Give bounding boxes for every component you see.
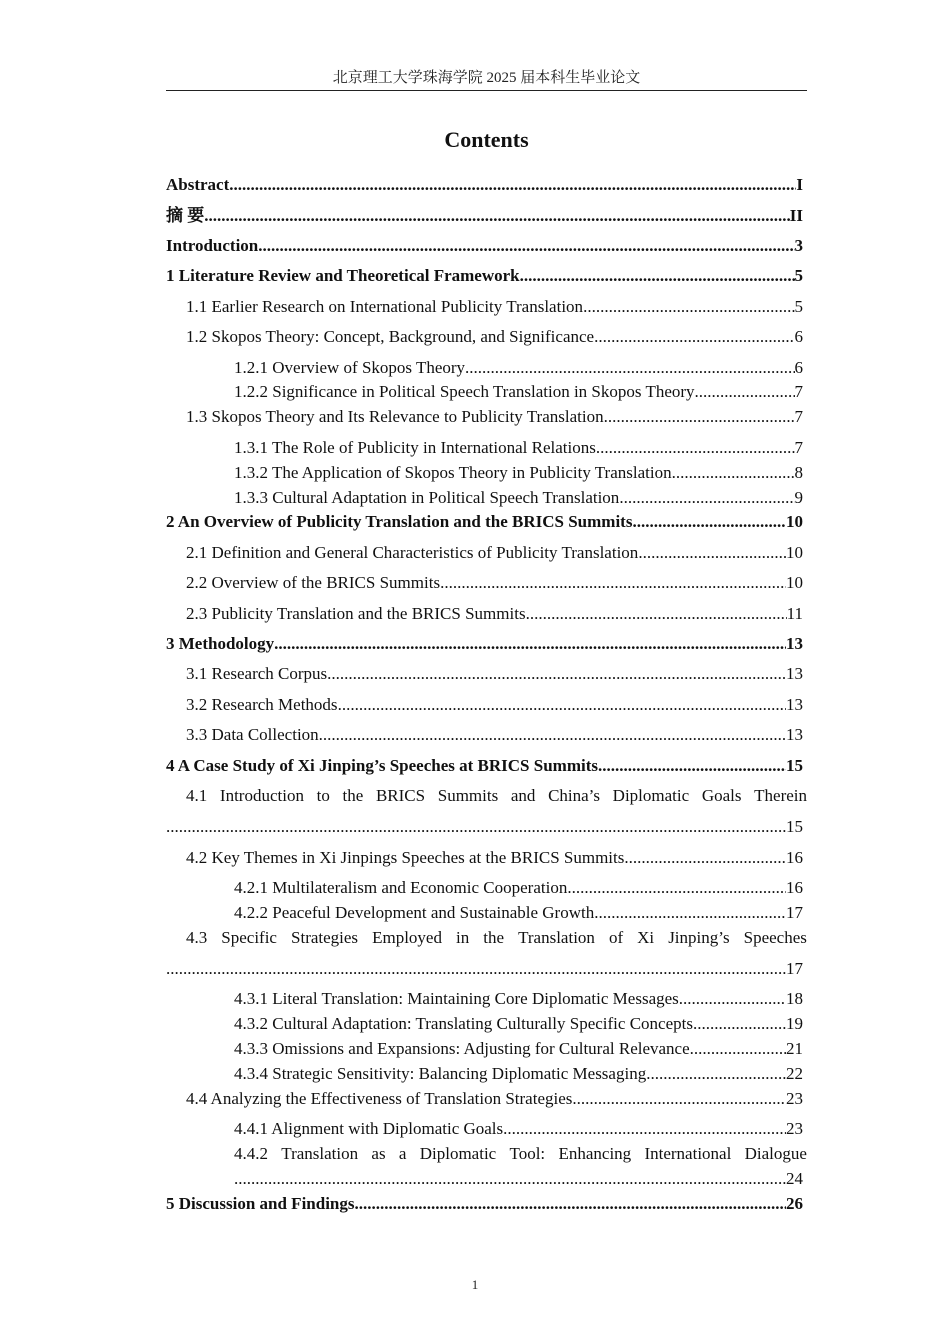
toc-word: Strategies [291, 928, 359, 947]
toc-entry-chapter-5[interactable] [166, 1193, 803, 1215]
toc-word: Xi [637, 928, 655, 947]
toc-entry-page: 22 [786, 1064, 803, 1083]
toc-entry-page: 7 [794, 438, 803, 457]
page-title: Contents [444, 127, 529, 152]
toc-entry-label: 4.2 Key Themes in Xi Jinpings Speeches at the BRICS Summits [186, 848, 625, 867]
toc-word: Summits [437, 786, 499, 805]
toc-word: 4.1 [186, 786, 208, 805]
toc-entry-label: Introduction [166, 236, 259, 255]
toc-entry-label [186, 785, 807, 807]
toc-entry-label: 3.1 Research Corpus [186, 664, 328, 683]
toc-entry-label: 2.3 Publicity Translation and the BRICS Summits [186, 604, 526, 623]
toc-entry-page: 26 [786, 1194, 803, 1213]
toc-entry-introduction[interactable] [166, 235, 803, 257]
toc-entry-4-3-3[interactable] [234, 1038, 803, 1060]
toc-word: Translation [518, 928, 595, 947]
toc-entry-chapter-4[interactable] [166, 755, 803, 777]
toc-word: 4.3 [186, 928, 208, 947]
toc-entry-page: 5 [794, 297, 803, 316]
toc-entry-chapter-3[interactable] [166, 633, 803, 655]
toc-entry-2-3[interactable] [186, 603, 803, 625]
toc-entry-4-4-1[interactable] [234, 1118, 803, 1140]
toc-entry-label: 4.2.2 Peaceful Development and Sustainable Growth [234, 903, 595, 922]
toc-entry-1-3-1[interactable] [234, 437, 803, 459]
toc-word: in [456, 928, 470, 947]
toc-entry-label: 3.3 Data Collection [186, 725, 319, 744]
toc-entry-4-1[interactable] [186, 785, 807, 807]
toc-entry-page: 24 [786, 1169, 803, 1188]
toc-entry-label: 摘 要 [166, 206, 205, 225]
toc-entry-page: 7 [794, 407, 803, 426]
toc-entry-page: 6 [794, 358, 803, 377]
toc-entry-page: 17 [786, 959, 803, 978]
toc-entry-page: 17 [786, 903, 803, 922]
toc-word: Therein [754, 786, 807, 805]
toc-entry-label [186, 927, 807, 949]
toc-word: Enhancing [558, 1144, 632, 1163]
toc-entry-label: 2.2 Overview of the BRICS Summits [186, 573, 441, 592]
toc-entry-page: 10 [786, 543, 803, 562]
toc-entry-page: II [789, 206, 803, 225]
toc-entry-label: 4.4 Analyzing the Effectiveness of Translation Strategies [186, 1089, 573, 1108]
toc-word: to [316, 786, 330, 805]
toc-entry-label: 4.3.2 Cultural Adaptation: Translating Culturally Specific Concepts [234, 1014, 693, 1033]
toc-entry-page: 13 [786, 634, 803, 653]
toc-entry-1-1[interactable] [186, 296, 803, 318]
toc-entry-label: 2.1 Definition and General Characteristics of Publicity Translation [186, 543, 639, 562]
toc-entry-page: 3 [794, 236, 803, 255]
toc-word: Employed [372, 928, 442, 947]
toc-entry-2-1[interactable] [186, 542, 803, 564]
toc-word: as [371, 1144, 386, 1163]
toc-entry-4-4-2-leader [234, 1168, 803, 1190]
toc-entry-label: 4.3.4 Strategic Sensitivity: Balancing Diplomatic Messaging [234, 1064, 647, 1083]
toc-entry-4-3-1[interactable] [234, 988, 803, 1010]
toc-entry-page: 13 [786, 695, 803, 714]
page-number: 1 [471, 1277, 479, 1292]
toc-entry-1-2-2[interactable] [234, 381, 803, 403]
toc-entry-4-4[interactable] [186, 1088, 803, 1110]
toc-entry-page: 8 [794, 463, 803, 482]
toc-entry-page: 15 [786, 817, 803, 836]
toc-entry-label: 4.3.1 Literal Translation: Maintaining Core Diplomatic Messages [234, 989, 679, 1008]
toc-entry-4-3-leader [166, 958, 803, 980]
toc-entry-label [234, 1143, 807, 1165]
toc-entry-label: 5 Discussion and Findings [166, 1194, 355, 1213]
toc-entry-2-2[interactable] [186, 572, 803, 594]
toc-word: Translation [281, 1144, 359, 1163]
toc-entry-label: 3.2 Research Methods [186, 695, 338, 714]
toc-word: 4.4.2 [234, 1144, 268, 1163]
toc-word: Jinping’s [668, 928, 730, 947]
toc-entry-label: 2 An Overview of Publicity Translation and the BRICS Summits [166, 512, 633, 531]
toc-entry-page: 6 [794, 327, 803, 346]
toc-entry-label: 1.3.3 Cultural Adaptation in Political Speech Translation [234, 488, 620, 507]
toc-entry-label: 4.3.3 Omissions and Expansions: Adjusting for Cultural Relevance [234, 1039, 690, 1058]
toc-entry-1-3-2[interactable] [234, 462, 803, 484]
toc-word: and [510, 786, 536, 805]
toc-entry-4-3[interactable] [186, 927, 807, 949]
toc-entry-page: 11 [786, 604, 803, 623]
toc-entry-page: 10 [786, 512, 803, 531]
toc-entry-4-3-4[interactable] [234, 1063, 803, 1085]
toc-entry-page: 7 [794, 382, 803, 401]
toc-entry-abstract[interactable] [166, 174, 803, 196]
toc-entry-page: 23 [786, 1089, 803, 1108]
toc-entry-label: 1.3 Skopos Theory and Its Relevance to Publicity Translation [186, 407, 604, 426]
toc-entry-page: 16 [786, 848, 803, 867]
toc-word: Goals [701, 786, 742, 805]
toc-word: of [608, 928, 624, 947]
toc-entry-label: 4.2.1 Multilateralism and Economic Cooperation [234, 878, 568, 897]
toc-word: China’s [548, 786, 601, 805]
toc-entry-page: 13 [786, 725, 803, 744]
toc-entry-page: 21 [786, 1039, 803, 1058]
toc-entry-label: 1.3.1 The Role of Publicity in International Relations [234, 438, 596, 457]
toc-entry-4-2-1[interactable] [234, 877, 803, 899]
toc-entry-chinese-abstract[interactable] [166, 205, 803, 227]
toc-word: Introduction [219, 786, 304, 805]
toc-entry-4-2-2[interactable] [234, 902, 803, 924]
toc-word: Diplomatic [419, 1144, 497, 1163]
toc-entry-page: 19 [786, 1014, 803, 1033]
toc-word: BRICS [375, 786, 426, 805]
toc-entry-page: I [796, 175, 803, 194]
toc-word: Specific [221, 928, 277, 947]
toc-word: the [483, 928, 505, 947]
toc-entry-label: 1.2.1 Overview of Skopos Theory [234, 358, 466, 377]
toc-entry-page: 9 [794, 488, 803, 507]
toc-entry-label: 3 Methodology [166, 634, 275, 653]
toc-word: a [398, 1144, 407, 1163]
toc-word: International [644, 1144, 732, 1163]
toc-word: Dialogue [744, 1144, 807, 1163]
toc-word: Tool: [509, 1144, 546, 1163]
toc-entry-chapter-2[interactable] [166, 511, 803, 533]
toc-entry-4-1-leader [166, 816, 803, 838]
toc-entry-page: 16 [786, 878, 803, 897]
toc-entry-4-3-2[interactable] [234, 1013, 803, 1035]
running-header: 北京理工大学珠海学院 2025 届本科生毕业论文 [332, 70, 641, 86]
toc-entry-page: 13 [786, 664, 803, 683]
toc-entry-label: 4.4.1 Alignment with Diplomatic Goals [234, 1119, 504, 1138]
header-rule [166, 90, 807, 91]
toc-entry-1-3-3[interactable] [234, 487, 803, 509]
toc-entry-page: 10 [786, 573, 803, 592]
toc-entry-label: 1.2.2 Significance in Political Speech Translation in Skopos Theory [234, 382, 695, 401]
toc-entry-label: Abstract [166, 175, 230, 194]
toc-entry-3-3[interactable] [186, 724, 803, 746]
toc-entry-1-2-1[interactable] [234, 357, 803, 379]
toc-entry-page: 23 [786, 1119, 803, 1138]
toc-entry-1-3[interactable] [186, 406, 803, 428]
toc-entry-page: 5 [794, 266, 803, 285]
toc-entry-label: 1 Literature Review and Theoretical Framework [166, 266, 520, 285]
toc-entry-4-4-2[interactable] [234, 1143, 807, 1165]
toc-word: the [342, 786, 364, 805]
toc-entry-page: 15 [786, 756, 803, 775]
toc-entry-chapter-1[interactable] [166, 265, 803, 287]
toc-entry-label: 4 A Case Study of Xi Jinping’s Speeches at BRICS Summits [166, 756, 598, 775]
toc-entry-3-1[interactable] [186, 663, 803, 685]
toc-entry-page: 18 [786, 989, 803, 1008]
toc-entry-3-2[interactable] [186, 694, 803, 716]
toc-entry-label: 1.2 Skopos Theory: Concept, Background, and Significance [186, 327, 595, 346]
toc-entry-label: 1.3.2 The Application of Skopos Theory in Publicity Translation [234, 463, 672, 482]
toc-word: Speeches [743, 928, 807, 947]
toc-word: Diplomatic [612, 786, 690, 805]
toc-entry-4-2[interactable] [186, 847, 803, 869]
toc-entry-1-2[interactable] [186, 326, 803, 348]
toc-entry-label: 1.1 Earlier Research on International Publicity Translation [186, 297, 584, 316]
